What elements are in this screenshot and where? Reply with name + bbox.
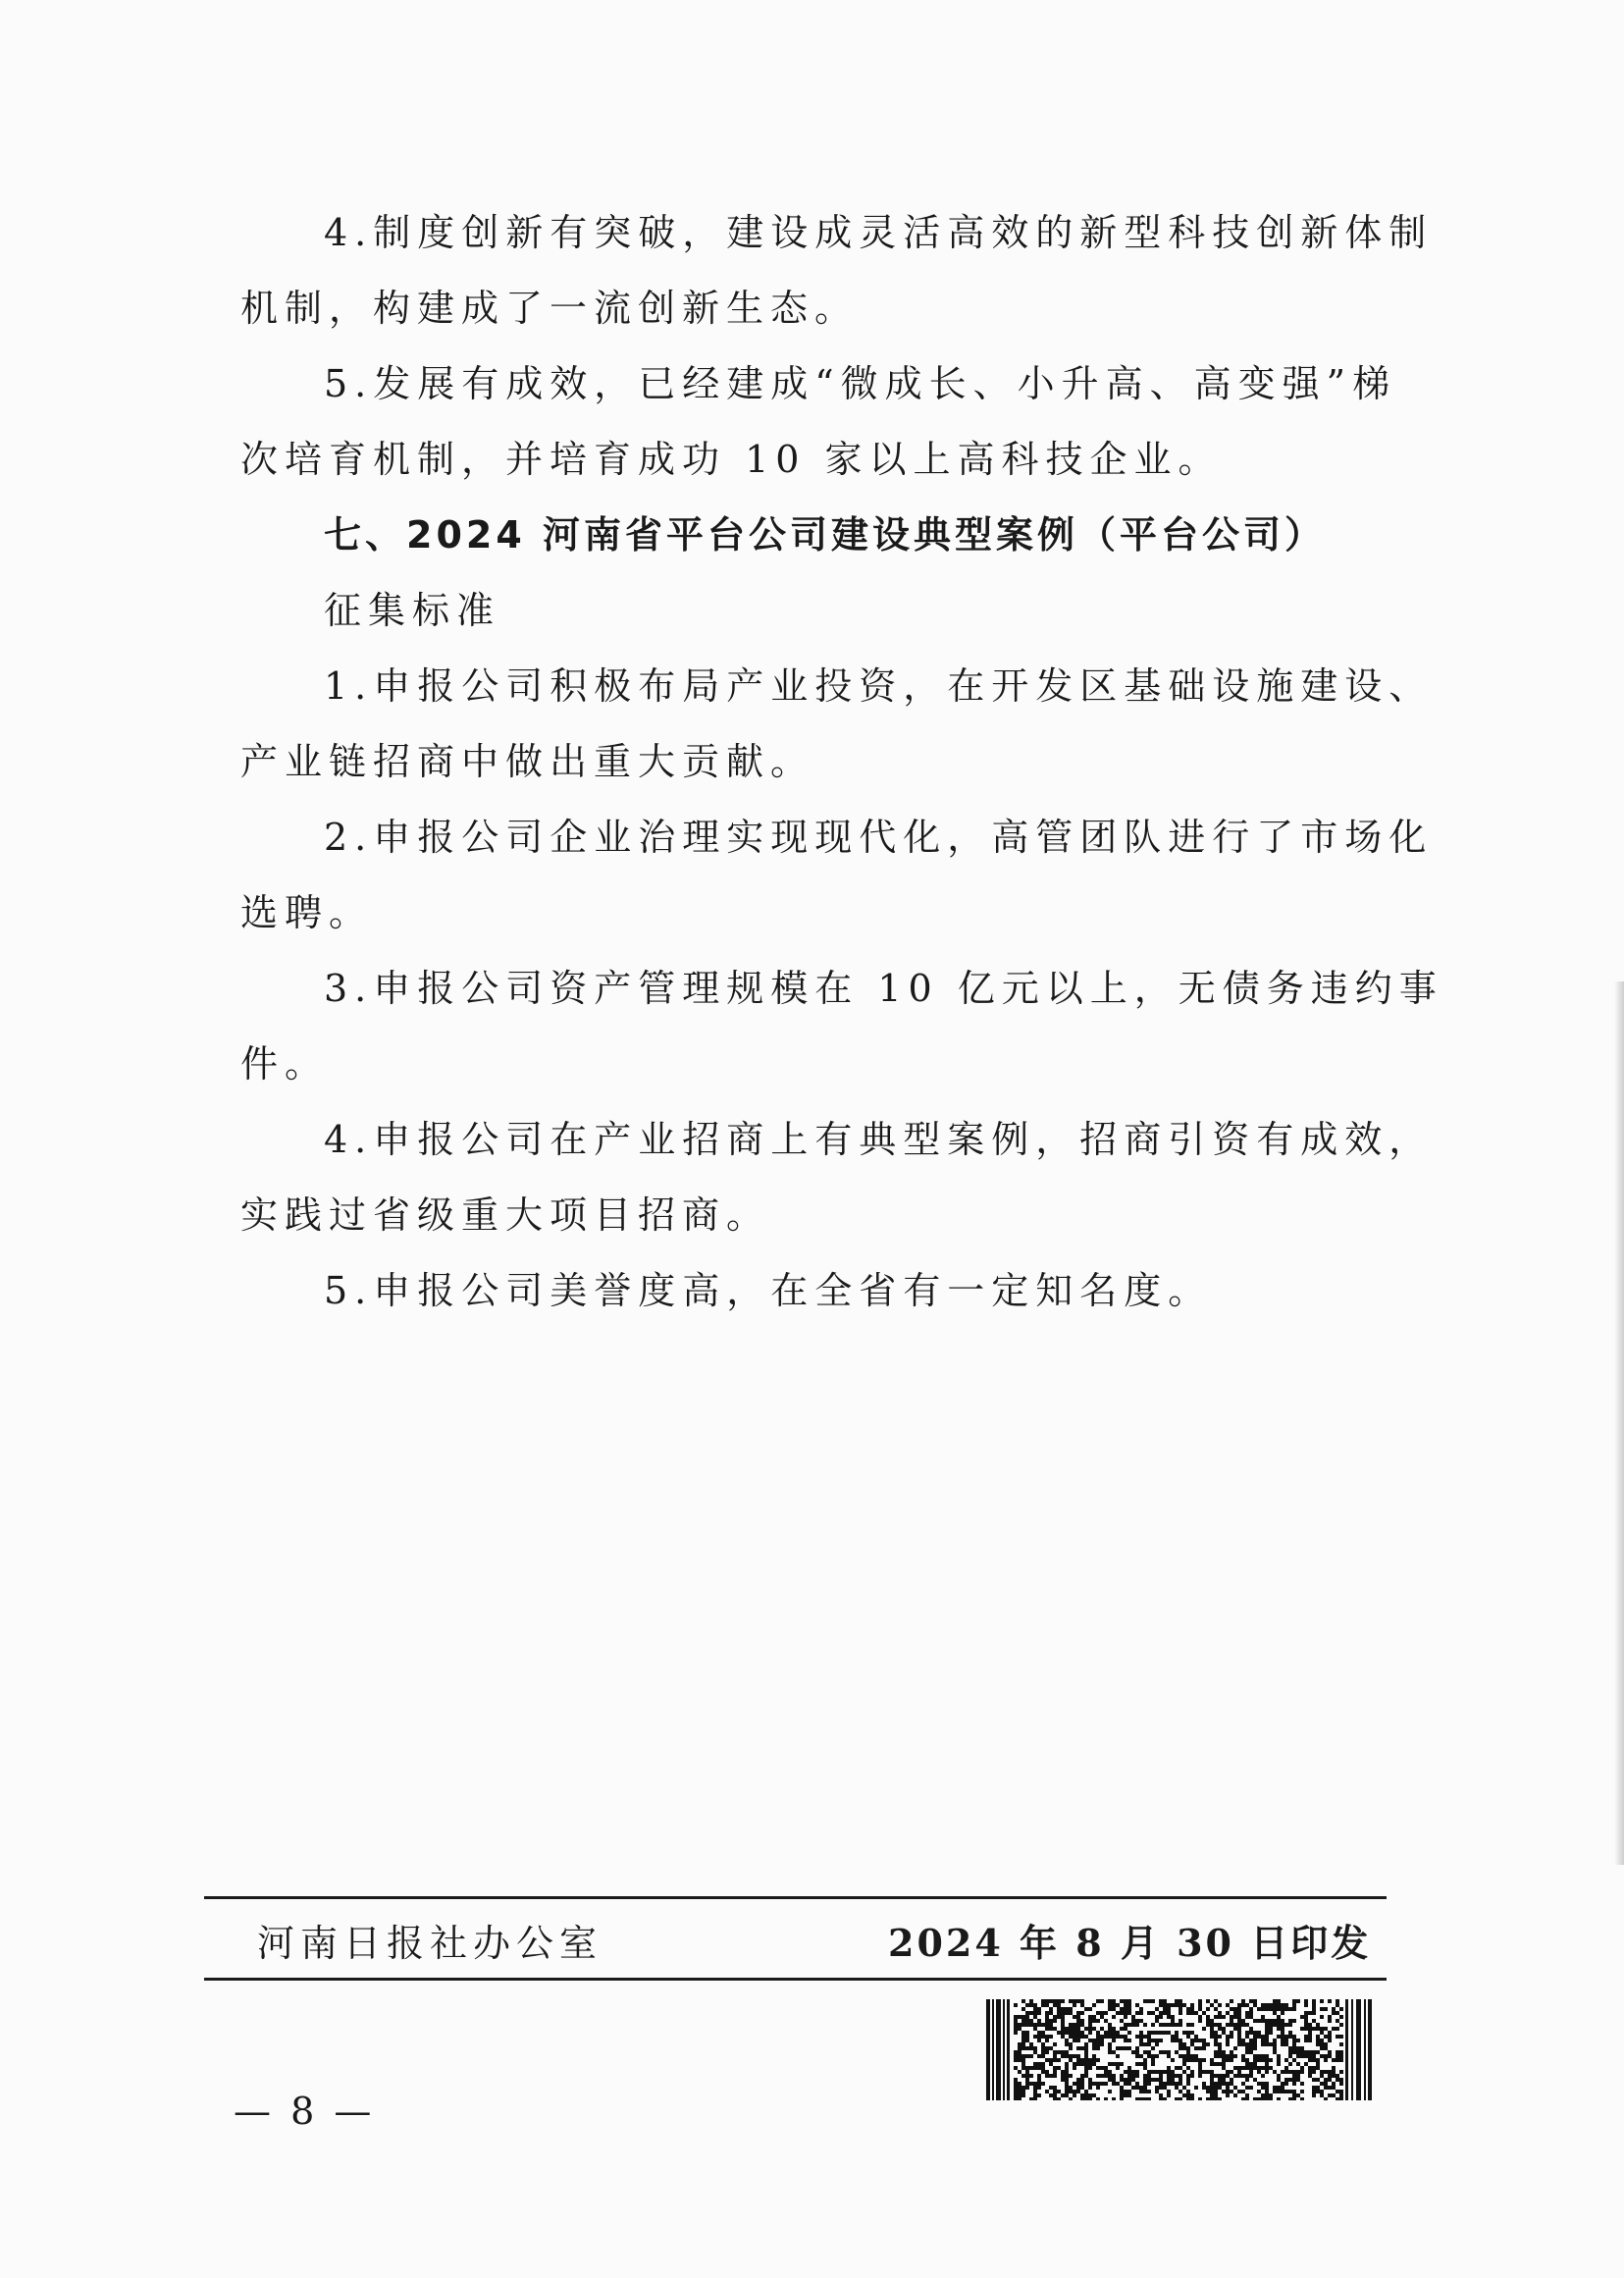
page-number: — 8 — bbox=[234, 2090, 376, 2133]
criterion-3-line-2: 件。 bbox=[240, 1042, 330, 1086]
scan-edge-shadow bbox=[1614, 981, 1624, 1865]
criterion-5-line-1: 5.申报公司美誉度高，在全省有一定知名度。 bbox=[324, 1269, 1213, 1312]
footer-issuer: 河南日报社办公室 bbox=[257, 1922, 603, 1965]
footer-top-rule bbox=[204, 1896, 1387, 1899]
footer-bottom-rule bbox=[204, 1978, 1387, 1981]
footer-date: 2024 年 8 月 30 日印发 bbox=[888, 1921, 1372, 1965]
criterion-4-line-2: 实践过省级重大项目招商。 bbox=[240, 1193, 771, 1237]
criteria-label: 征集标准 bbox=[324, 589, 501, 632]
paragraph-5-line-1: 5.发展有成效，已经建成“微成长、小升高、高变强”梯 bbox=[324, 362, 1397, 405]
criterion-4-line-1: 4.申报公司在产业招商上有典型案例，招商引资有成效， bbox=[324, 1118, 1434, 1161]
paragraph-5-line-2: 次培育机制，并培育成功 10 家以上高科技企业。 bbox=[240, 438, 1223, 481]
criterion-1-line-1: 1.申报公司积极布局产业投资，在开发区基础设施建设、 bbox=[324, 664, 1434, 708]
paragraph-4-line-1: 4.制度创新有突破，建设成灵活高效的新型科技创新体制 bbox=[324, 211, 1434, 254]
paragraph-4-line-2: 机制，构建成了一流创新生态。 bbox=[240, 287, 860, 330]
criterion-2-line-1: 2.申报公司企业治理实现现代化，高管团队进行了市场化 bbox=[324, 816, 1434, 859]
criterion-3-line-1: 3.申报公司资产管理规模在 10 亿元以上，无债务违约事 bbox=[324, 967, 1443, 1010]
section-heading: 七、2024 河南省平台公司建设典型案例（平台公司） bbox=[324, 513, 1326, 556]
document-barcode bbox=[986, 1999, 1374, 2100]
criterion-2-line-2: 选聘。 bbox=[240, 891, 374, 934]
criterion-1-line-2: 产业链招商中做出重大贡献。 bbox=[240, 740, 815, 783]
